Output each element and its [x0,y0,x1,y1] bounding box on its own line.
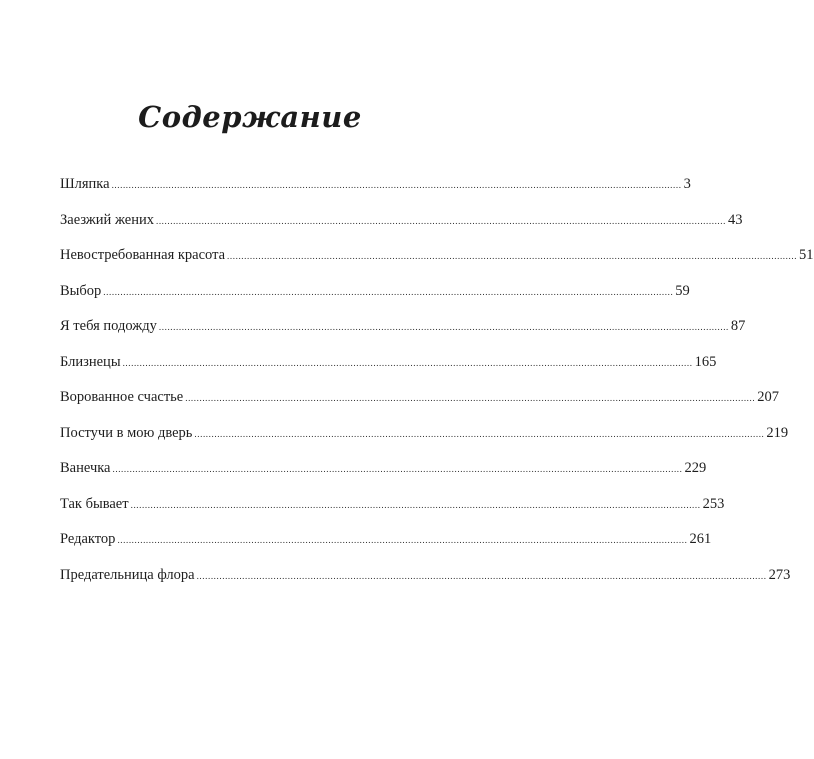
toc-page-number: 43 [727,211,743,228]
toc-entry [60,460,707,496]
toc-leader-dots: ........................................................................................................................................................................................................ [112,464,683,474]
toc-entry-title: Я тебя подожду [60,318,157,334]
toc-entry-title: Близнецы [60,353,121,370]
toc-entry-title: Ворованное счастье [60,389,184,405]
toc-entry [60,318,746,354]
toc-entry-title: Редактор [60,531,116,547]
toc-entry [60,389,779,425]
toc-leader-dots: ........................................................................................................................................................................................................ [155,215,726,226]
toc-leader-dots: ........................................................................................................................................................................................................ [130,499,701,510]
toc-entry-title: Невостребованная красота [60,247,226,263]
toc-leader-dots: ........................................................................................................................................................................................................ [194,428,765,439]
toc-leader-dots: ........................................................................................................................................................................................................ [185,393,756,403]
toc-leader-dots: ........................................................................................................................................................................................................ [196,570,767,581]
toc-entry [60,531,712,567]
toc-leader-dots: ........................................................................................................................................................................................................ [103,286,674,297]
toc-entry [60,353,717,390]
toc-page-number: 51 [799,247,814,263]
toc-page-number: 165 [694,353,717,370]
table-of-contents [60,176,814,602]
toc-entry [60,495,725,532]
toc-leader-dots: ........................................................................................................................................................................................................ [117,535,688,545]
toc-page-number: 87 [730,318,746,334]
toc-entry-title: Предательница флора [60,566,195,583]
toc-leader-dots: ........................................................................................................................................................................................................ [227,251,798,261]
toc-entry [60,247,814,283]
toc-entry-title: Постучи в мою дверь [60,424,193,441]
toc-leader-dots: ........................................................................................................................................................................................................ [158,322,729,332]
toc-leader-dots: ........................................................................................................................................................................................................ [111,180,682,190]
toc-entry [60,282,690,319]
toc-entry-title: Так бывает [60,495,129,512]
toc-page-number: 219 [766,424,789,441]
toc-entry-title: Ванечка [60,460,111,476]
toc-page-number: 261 [689,531,712,547]
toc-page-number: 253 [702,495,725,512]
toc-entry-title: Заезжий жених [60,211,154,228]
toc-entry-title: Выбор [60,282,102,299]
toc-page-number: 207 [757,389,779,405]
toc-entry [60,176,691,212]
toc-leader-dots: ........................................................................................................................................................................................................ [122,357,693,368]
page-title: Содержание [138,100,362,134]
toc-page-number: 3 [683,176,691,192]
toc-page-number: 273 [768,566,791,583]
toc-page-number: 59 [675,282,690,299]
toc-entry-title: Шляпка [60,176,110,192]
toc-entry [60,566,791,603]
toc-entry [60,424,789,461]
toc-entry [60,211,743,248]
toc-page-number: 229 [684,460,707,476]
